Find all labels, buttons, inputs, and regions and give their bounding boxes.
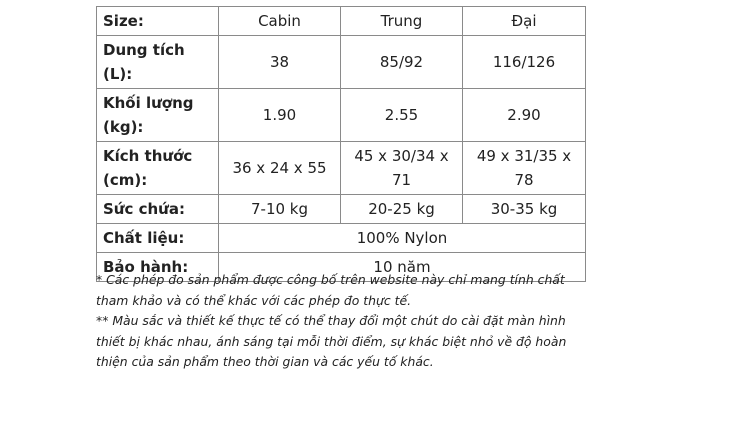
table-header-row [97,7,586,36]
row-label: Bảo hành: [97,253,219,282]
disclaimer-notes [96,270,586,373]
header-label: Size: [97,7,219,36]
table-cell: 1.90 [219,89,341,142]
spec-table [96,6,586,282]
row-label: Chất liệu: [97,224,219,253]
measurement-note: * Các phép đo sản phẩm được công bố trên website này chỉ mang tính chất tham khảo và có thể khác với các phép đo thực tế. [96,272,565,308]
table-cell: 85/92 [341,36,463,89]
table-cell: 2.55 [341,89,463,142]
row-label: Khối lượng (kg): [97,89,219,142]
row-label: Dung tích (L): [97,36,219,89]
column-header-dai: Đại [463,7,586,36]
table-cell: 30-35 kg [463,195,586,224]
table-row-weight [97,89,586,142]
table-cell: 2.90 [463,89,586,142]
merged-cell: 100% Nylon [219,224,586,253]
row-label: Sức chứa: [97,195,219,224]
row-label: Kích thước (cm): [97,142,219,195]
column-header-trung: Trung [341,7,463,36]
merged-cell: 10 năm [219,253,586,282]
table-cell: 38 [219,36,341,89]
table-cell: 45 x 30/34 x 71 [341,142,463,195]
color-design-note: ** Màu sắc và thiết kế thực tế có thể thay đổi một chút do cài đặt màn hình thiết bị khác nhau, ánh sáng tại mỗi thời điểm, sự khác biệt nhỏ về độ hoàn thiện của sản phẩm theo thời gian và các yếu tố khác. [96,313,567,369]
table-row-capacity [97,36,586,89]
column-header-cabin: Cabin [219,7,341,36]
table-row-load [97,195,586,224]
table-cell: 116/126 [463,36,586,89]
table-cell: 20-25 kg [341,195,463,224]
table-row-dimensions [97,142,586,195]
table-cell: 7-10 kg [219,195,341,224]
table-row-material [97,224,586,253]
table-cell: 36 x 24 x 55 [219,142,341,195]
table-cell: 49 x 31/35 x 78 [463,142,586,195]
